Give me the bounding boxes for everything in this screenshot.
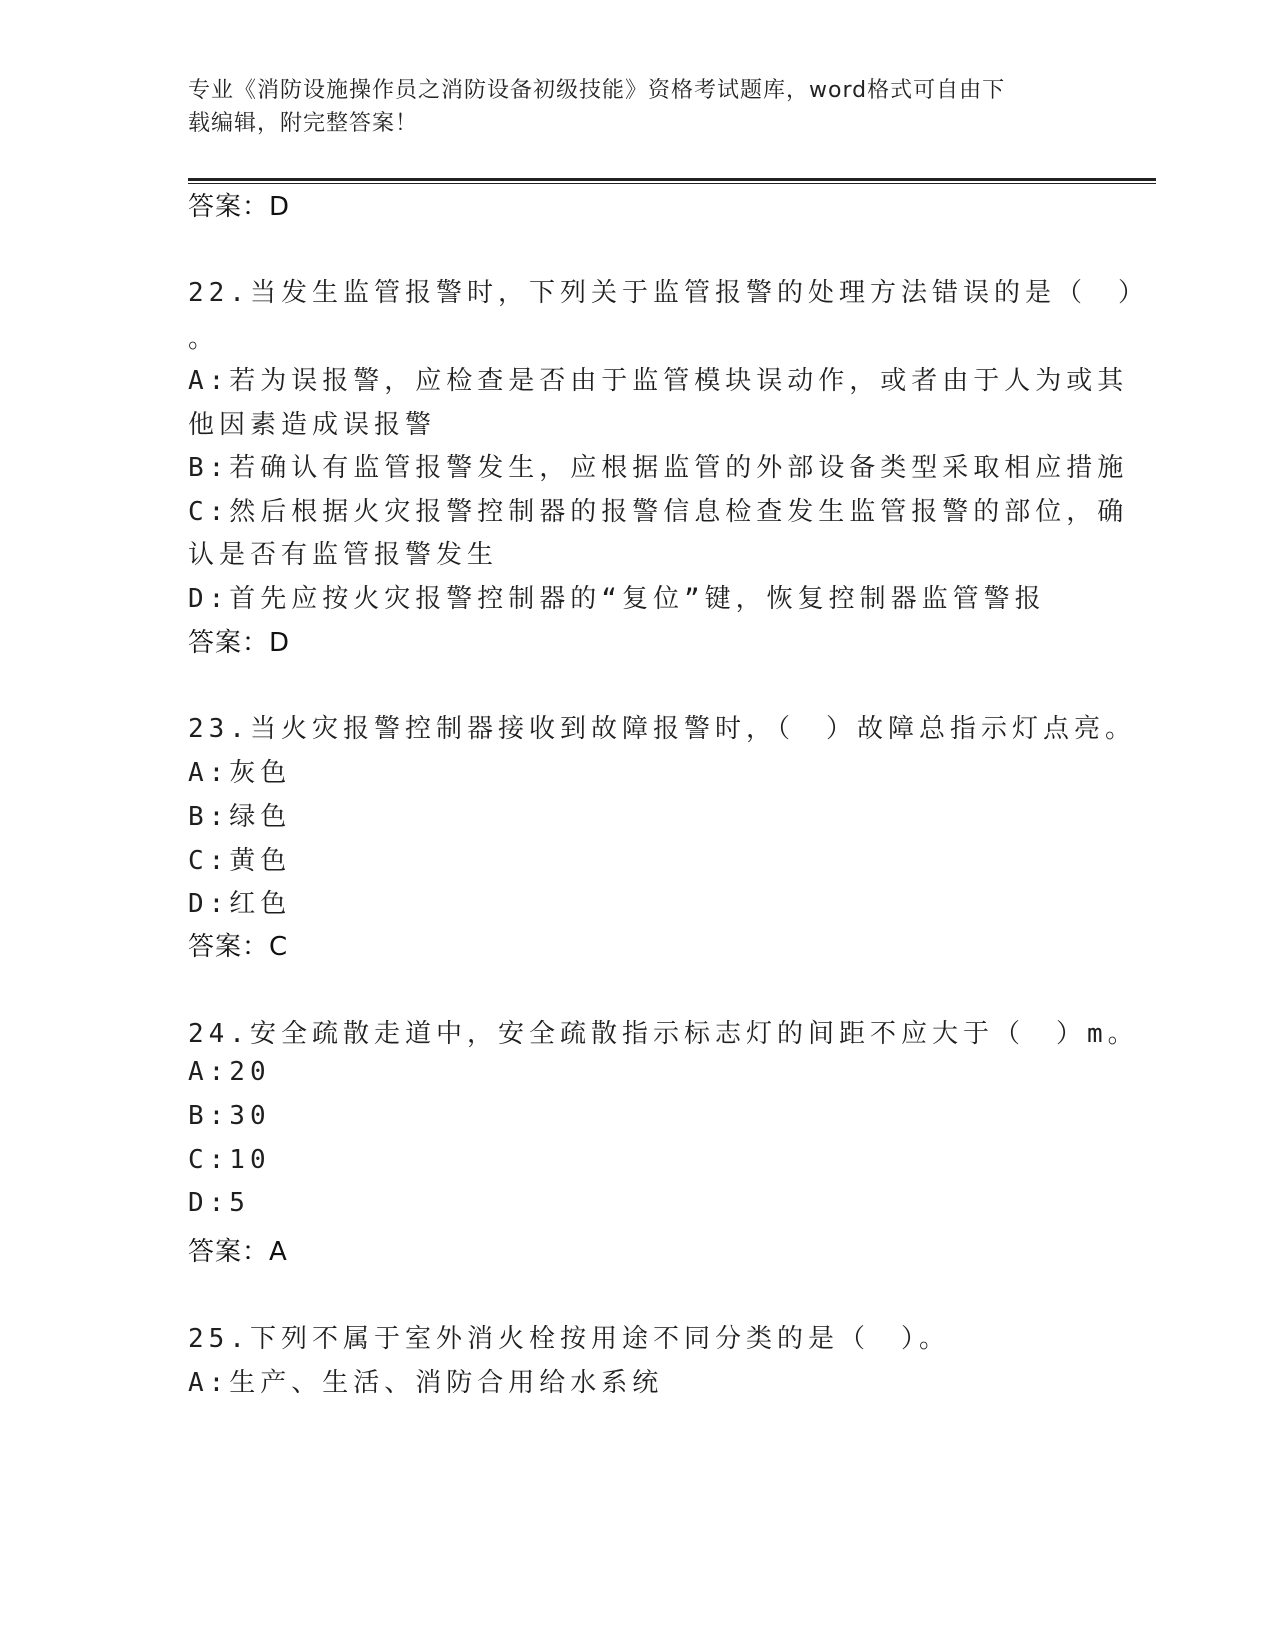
- header-line-1: 专业《消防设施操作员之消防设备初级技能》资格考试题库，word格式可自由下: [188, 78, 1006, 103]
- option-d: D:红色: [188, 889, 292, 919]
- option-c: C:然后根据火灾报警控制器的报警信息检查发生监管报警的部位，确: [188, 497, 1129, 527]
- option-a: A:若为误报警，应检查是否由于监管模块误动作，或者由于人为或其: [188, 366, 1129, 396]
- question-stem: 25.下列不属于室外消火栓按用途不同分类的是（ ）。: [188, 1324, 950, 1354]
- question-stem-cont: 。: [188, 324, 220, 354]
- option-a: A:20: [188, 1057, 271, 1087]
- header-rule-thin: [188, 183, 1156, 184]
- question-stem: 23.当火灾报警控制器接收到故障报警时，（ ）故障总指示灯点亮。: [188, 714, 1136, 744]
- option-a: A:灰色: [188, 758, 292, 788]
- option-d: D:首先应按火灾报警控制器的“复位”键，恢复控制器监管警报: [188, 584, 1046, 614]
- option-b: B:若确认有监管报警发生，应根据监管的外部设备类型采取相应措施: [188, 453, 1129, 483]
- page-header: [188, 74, 1088, 140]
- option-b: B:绿色: [188, 802, 292, 832]
- option-c: C:黄色: [188, 846, 292, 876]
- option-d: D:5: [188, 1188, 250, 1218]
- option-b: B:30: [188, 1101, 271, 1131]
- answer: 答案：C: [188, 932, 289, 962]
- question-stem: 22.当发生监管报警时，下列关于监管报警的处理方法错误的是（ ）: [188, 278, 1149, 308]
- option-a-cont: 他因素造成误报警: [188, 410, 437, 440]
- option-a: A:生产、生活、消防合用给水系统: [188, 1368, 664, 1398]
- question-stem: 24.安全疏散走道中，安全疏散指示标志灯的间距不应大于（ ）m。: [188, 1019, 1139, 1049]
- option-c-cont: 认是否有监管报警发生: [188, 540, 499, 570]
- header-rule-thick: [188, 178, 1156, 181]
- answer: 答案：A: [188, 1237, 288, 1267]
- answer-prev: 答案：D: [188, 192, 291, 222]
- header-line-2: 载编辑，附完整答案！: [188, 111, 419, 136]
- option-c: C:10: [188, 1145, 271, 1175]
- answer: 答案：D: [188, 628, 291, 658]
